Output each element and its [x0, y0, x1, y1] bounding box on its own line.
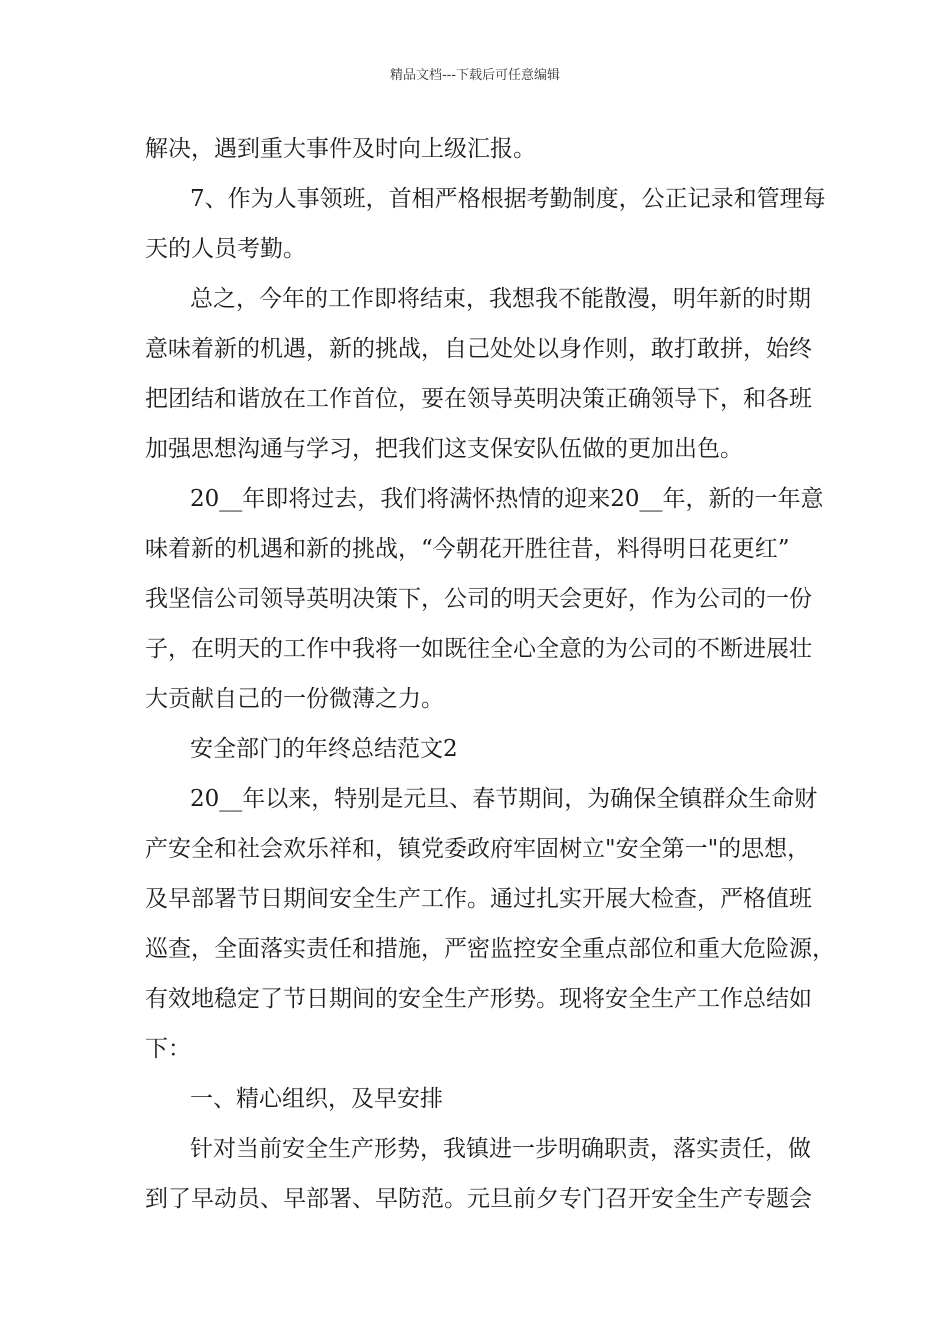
text-line: 7、作为人事领班，首相严格根据考勤制度，公正记录和管理每: [190, 186, 826, 212]
text-line: 天的人员考勤。: [145, 236, 306, 262]
text-line: 及早部署节日期间安全生产工作。通过扎实开展大检查，严格值班: [145, 886, 812, 912]
text-line: 20__年即将过去，我们将满怀热情的迎来20__年，新的一年意: [190, 486, 824, 512]
text-line: 下：: [145, 1036, 191, 1062]
text-line: 有效地稳定了节日期间的安全生产形势。现将安全生产工作总结如: [145, 986, 812, 1012]
text-line: 针对当前安全生产形势，我镇进一步明确职责，落实责任，做: [190, 1136, 811, 1162]
subsection-heading: 一、精心组织，及早安排: [190, 1086, 443, 1112]
text-line: 20__年以来，特别是元旦、春节期间，为确保全镇群众生命财: [190, 786, 818, 812]
page-header: 精品文档---下载后可任意编辑: [389, 68, 561, 83]
text-line: 巡查，全面落实责任和措施，严密监控安全重点部位和重大危险源，: [145, 936, 835, 962]
text-line: 产安全和社会欢乐祥和，镇党委政府牢固树立"安全第一"的思想，: [145, 836, 811, 862]
text-line: 加强思想沟通与学习，把我们这支保安队伍做的更加出色。: [145, 436, 743, 462]
text-line: 我坚信公司领导英明决策下，公司的明天会更好，作为公司的一份: [145, 586, 812, 612]
text-line: 子，在明天的工作中我将一如既往全心全意的为公司的不断进展壮: [145, 636, 812, 662]
text-line: 解决，遇到重大事件及时向上级汇报。: [145, 136, 536, 162]
text-line: 味着新的机遇和新的挑战，“今朝花开胜往昔，料得明日花更红”: [145, 536, 790, 562]
text-line: 到了早动员、早部署、早防范。元旦前夕专门召开安全生产专题会: [145, 1186, 812, 1212]
text-line: 把团结和谐放在工作首位，要在领导英明决策正确领导下，和各班: [145, 386, 812, 412]
text-line: 总之，今年的工作即将结束，我想我不能散漫，明年新的时期: [190, 286, 811, 312]
text-line: 意味着新的机遇，新的挑战，自己处处以身作则，敢打敢拼，始终: [145, 336, 812, 362]
section-title: 安全部门的年终总结范文2: [190, 736, 458, 762]
text-line: 大贡献自己的一份微薄之力。: [145, 686, 444, 712]
